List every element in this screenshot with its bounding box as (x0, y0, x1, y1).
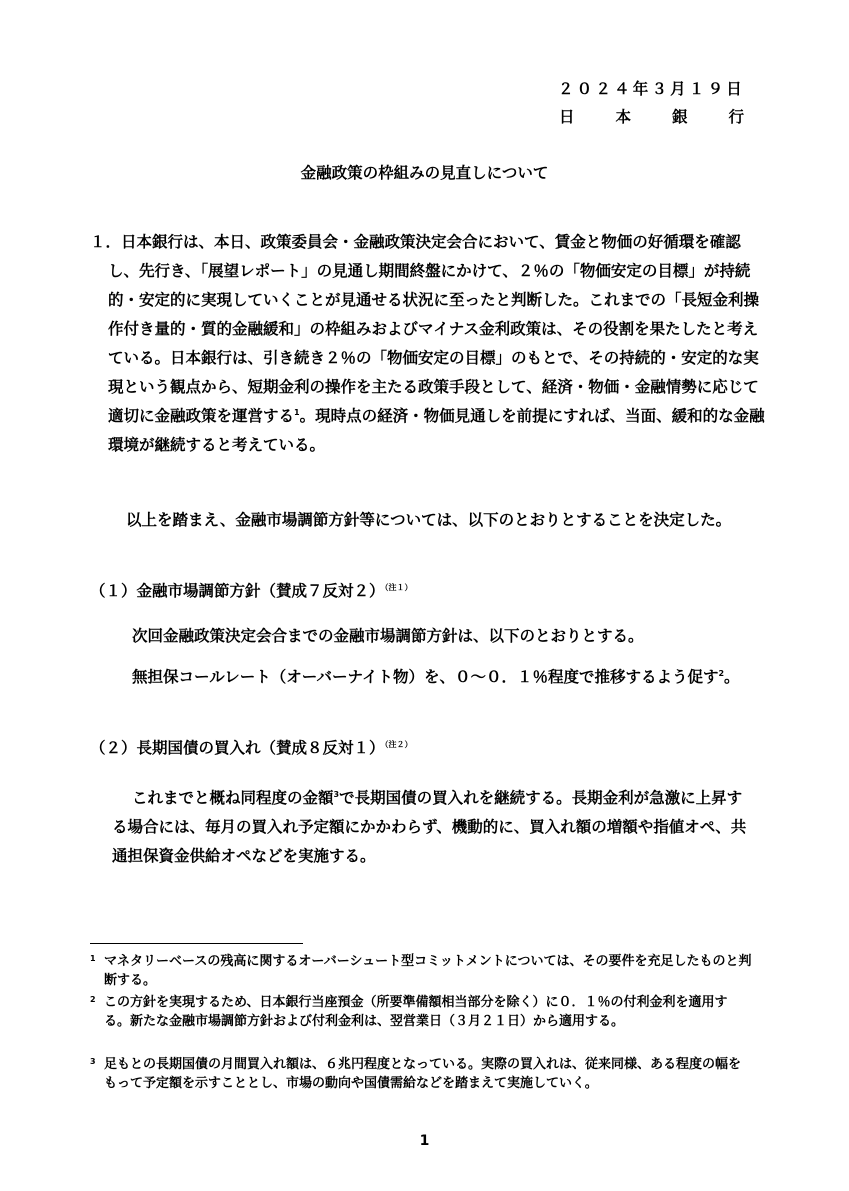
issuer-char: 銀 (671, 108, 688, 126)
item-1-paragraph-2-end: 。 (724, 668, 740, 686)
footnote-3 (90, 1055, 752, 1093)
section-1-paragraph (90, 228, 768, 460)
item-1-paragraph-2 (112, 663, 752, 692)
footnote-ref-3: 3 (333, 789, 340, 799)
item-2-paragraph (112, 784, 752, 871)
item-2-heading (90, 737, 413, 759)
page-number: 1 (419, 1133, 430, 1149)
footnote-ref-1: 1 (294, 407, 300, 417)
item-2-heading-text: （２）長期国債の買入れ（賛成８反対１） (90, 739, 385, 757)
item-1-heading (90, 580, 413, 602)
footnote-mark: 2 (90, 995, 96, 1004)
issuer-name (559, 107, 744, 127)
footnote-text: マネタリーベースの残高に関するオーバーシュート型コミットメントについては、その要件を充足したものと判断する。 (104, 954, 752, 988)
document-title: 金融政策の枠組みの見直しについて (300, 164, 549, 182)
item-2-note-ref: （注２） (384, 739, 413, 749)
issuer-char: 行 (728, 108, 744, 126)
footnote-text: この方針を実現するため、日本銀行当座預金（所要準備額相当部分を除く）に０．１％の付利金利を適用する。新たな金融市場調節方針および付利金利は、翌営業日（３月２１日）から適用する。 (104, 995, 728, 1029)
item-1-heading-text: （１）金融市場調節方針（賛成７反対２） (90, 582, 385, 600)
item-2-paragraph-cont: で長期国債の買入れを継続する。長期金利が急激に上昇する場合には、毎月の買入れ予定額にかかわらず、機動的に、買入れ額の増額や指値オペ、共通担保資金供給オペなどを実施する。 (112, 789, 747, 865)
footnote-ref-2: 2 (718, 668, 725, 678)
footnote-text: 足もとの長期国債の月間買入れ額は、６兆円程度となっている。実際の買入れは、従来同様、ある程度の幅をもって予定額を示すこととし、市場の動向や国債需給などを踏まえて実施していく。 (104, 1057, 742, 1091)
footnote-mark: 3 (90, 1057, 96, 1066)
section-1-text-cont: 。現時点の経済・物価見通しを前提にすれば、当面、緩和的な金融環境が継続すると考えている。 (108, 407, 765, 454)
decision-paragraph: 以上を踏まえ、金融市場調節方針等については、以下のとおりとすることを決定した。 (126, 511, 732, 529)
footnote-divider (90, 943, 303, 944)
document-date: ２０２４年３月１９日 (557, 80, 745, 98)
footnote-mark: 1 (90, 954, 96, 963)
item-1-paragraph-1: 次回金融政策決定会合までの金融市場調節方針は、以下のとおりとする。 (132, 627, 644, 645)
footnote-2 (90, 993, 752, 1031)
item-1-paragraph-2-text: 無担保コールレート（オーバーナイト物）を、０～０．１％程度で推移するよう促す (132, 668, 719, 686)
item-2-paragraph-text: これまでと概ね同程度の金額 (132, 789, 334, 807)
footnote-1 (90, 952, 752, 990)
issuer-char: 本 (615, 108, 631, 126)
issuer-char: 日 (559, 108, 575, 126)
section-1-text: １．日本銀行は、本日、政策委員会・金融政策決定会合において、賃金と物価の好循環を確認し、先行き、「展望レポート」の見通し期間終盤にかけて、２％の「物価安定の目標」が持続的・安定的に実現していくことが見通せる状況に至ったと判断した。これまでの「長短金利操作付き量的・質的金融緩和」の枠組みおよびマイナス金利政策は、その役割を果たしたと考えている。日本銀行は、引き続き２％の「物価安定の目標」のもとで、その持続的・安定的な実現という観点から、短期金利の操作を主たる政策手段として、経済・物価・金融情勢に応じて適切に金融政策を運営する (90, 233, 760, 425)
item-1-note-ref: （注１） (384, 582, 413, 592)
